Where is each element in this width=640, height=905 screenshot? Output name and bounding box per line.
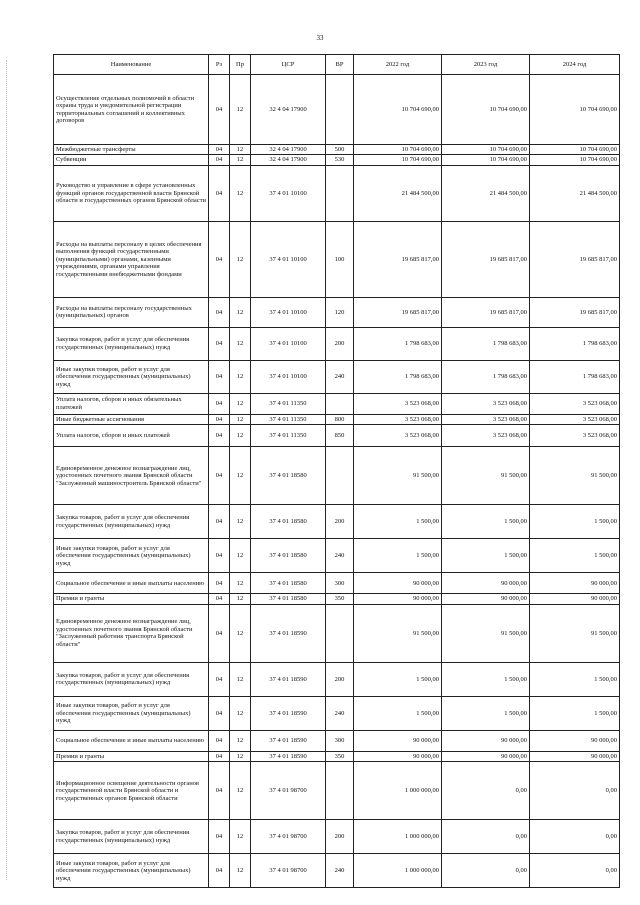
cell-name: Закупка товаров, работ и услуг для обеспечения государственных (муниципальных) нужд <box>54 327 209 360</box>
cell-pr: 12 <box>230 221 251 297</box>
cell-name: Социальное обеспечение и иные выплаты населению <box>54 730 209 751</box>
table-row <box>54 751 620 761</box>
cell-2023: 10 704 690,00 <box>442 155 530 165</box>
cell-2024: 19 685 817,00 <box>530 221 620 297</box>
cell-vr: 500 <box>326 145 354 155</box>
cell-pr: 12 <box>230 573 251 594</box>
cell-rz: 04 <box>209 221 230 297</box>
cell-2023: 3 523 068,00 <box>442 393 530 414</box>
cell-2023: 19 685 817,00 <box>442 221 530 297</box>
cell-pr: 12 <box>230 820 251 854</box>
cell-2023: 1 500,00 <box>442 539 530 573</box>
cell-name: Единовременное денежное вознаграждение лиц, удостоенных почетного звания Брянской области "Заслуженный работник транспорта Брянской области" <box>54 604 209 662</box>
cell-2024: 0,00 <box>530 762 620 820</box>
cell-csr: 37 4 01 10100 <box>251 327 326 360</box>
cell-pr: 12 <box>230 145 251 155</box>
cell-rz: 04 <box>209 165 230 221</box>
cell-2023: 1 500,00 <box>442 696 530 730</box>
cell-pr: 12 <box>230 751 251 761</box>
header-2023: 2023 год <box>442 55 530 75</box>
cell-2024: 10 704 690,00 <box>530 155 620 165</box>
cell-csr: 37 4 01 10100 <box>251 297 326 327</box>
cell-csr: 37 4 01 98700 <box>251 854 326 888</box>
header-pr: Пр <box>230 55 251 75</box>
cell-csr: 32 4 04 17900 <box>251 145 326 155</box>
cell-2023: 90 000,00 <box>442 594 530 604</box>
table-row <box>54 425 620 447</box>
cell-csr: 37 4 01 11350 <box>251 414 326 424</box>
cell-name: Расходы на выплаты персоналу государственных (муниципальных) органов <box>54 297 209 327</box>
cell-vr: 240 <box>326 539 354 573</box>
cell-pr: 12 <box>230 505 251 539</box>
header-2022: 2022 год <box>354 55 442 75</box>
cell-name: Уплата налогов, сборов и иных платежей <box>54 425 209 447</box>
cell-name: Информационное освещение деятельности органов государственной власти Брянской области и государственных органов Брянской области <box>54 762 209 820</box>
cell-pr: 12 <box>230 762 251 820</box>
table-row <box>54 155 620 165</box>
cell-csr: 37 4 01 18580 <box>251 594 326 604</box>
table-row <box>54 820 620 854</box>
table-row <box>54 393 620 414</box>
cell-name: Иные закупки товаров, работ и услуг для обеспечения государственных (муниципальных) нужд <box>54 696 209 730</box>
cell-rz: 04 <box>209 145 230 155</box>
table-row <box>54 414 620 424</box>
cell-2022: 91 500,00 <box>354 604 442 662</box>
cell-2022: 1 000 000,00 <box>354 820 442 854</box>
cell-rz: 04 <box>209 604 230 662</box>
cell-vr: 100 <box>326 221 354 297</box>
cell-csr: 37 4 01 98700 <box>251 762 326 820</box>
cell-2024: 1 500,00 <box>530 662 620 696</box>
cell-pr: 12 <box>230 414 251 424</box>
table-row <box>54 539 620 573</box>
table-row <box>54 662 620 696</box>
cell-2023: 10 704 690,00 <box>442 145 530 155</box>
cell-pr: 12 <box>230 447 251 505</box>
cell-vr: 530 <box>326 155 354 165</box>
cell-2024: 3 523 068,00 <box>530 425 620 447</box>
cell-name: Иные закупки товаров, работ и услуг для обеспечения государственных (муниципальных) нужд <box>54 854 209 888</box>
cell-csr: 37 4 01 11350 <box>251 393 326 414</box>
cell-2022: 1 500,00 <box>354 539 442 573</box>
cell-vr: 300 <box>326 573 354 594</box>
cell-rz: 04 <box>209 696 230 730</box>
budget-table <box>53 54 620 888</box>
cell-2022: 90 000,00 <box>354 573 442 594</box>
cell-2023: 21 484 500,00 <box>442 165 530 221</box>
header-vr: ВР <box>326 55 354 75</box>
cell-vr: 350 <box>326 594 354 604</box>
cell-rz: 04 <box>209 360 230 393</box>
cell-2023: 0,00 <box>442 762 530 820</box>
cell-csr: 37 4 01 18590 <box>251 662 326 696</box>
cell-2024: 90 000,00 <box>530 573 620 594</box>
page-number: 33 <box>316 34 324 42</box>
table-row <box>54 762 620 820</box>
cell-2022: 3 523 068,00 <box>354 393 442 414</box>
cell-2024: 3 523 068,00 <box>530 414 620 424</box>
cell-vr <box>326 75 354 145</box>
cell-pr: 12 <box>230 604 251 662</box>
cell-vr <box>326 447 354 505</box>
table-row <box>54 297 620 327</box>
cell-2024: 1 500,00 <box>530 505 620 539</box>
cell-name: Социальное обеспечение и иные выплаты населению <box>54 573 209 594</box>
cell-vr: 240 <box>326 854 354 888</box>
table-row <box>54 221 620 297</box>
cell-2022: 1 500,00 <box>354 696 442 730</box>
header-name: Наименование <box>54 55 209 75</box>
table-row <box>54 75 620 145</box>
cell-rz: 04 <box>209 425 230 447</box>
header-csr: ЦСР <box>251 55 326 75</box>
cell-vr <box>326 393 354 414</box>
cell-rz: 04 <box>209 820 230 854</box>
cell-name: Закупка товаров, работ и услуг для обеспечения государственных (муниципальных) нужд <box>54 662 209 696</box>
cell-vr <box>326 604 354 662</box>
cell-2022: 1 000 000,00 <box>354 854 442 888</box>
cell-2024: 0,00 <box>530 820 620 854</box>
cell-rz: 04 <box>209 447 230 505</box>
cell-2022: 10 704 690,00 <box>354 75 442 145</box>
cell-pr: 12 <box>230 297 251 327</box>
table-row <box>54 360 620 393</box>
table-header-row <box>54 55 620 75</box>
cell-2023: 1 500,00 <box>442 505 530 539</box>
cell-pr: 12 <box>230 730 251 751</box>
table-row <box>54 447 620 505</box>
cell-2023: 90 000,00 <box>442 751 530 761</box>
cell-2024: 1 500,00 <box>530 539 620 573</box>
cell-2022: 3 523 068,00 <box>354 414 442 424</box>
header-2024: 2024 год <box>530 55 620 75</box>
cell-2022: 90 000,00 <box>354 594 442 604</box>
cell-name: Осуществление отдельных полномочий в области охраны труда и уведомительной регистрации территориальных соглашений и коллективных договоров <box>54 75 209 145</box>
cell-2022: 1 500,00 <box>354 505 442 539</box>
cell-rz: 04 <box>209 594 230 604</box>
cell-name: Закупка товаров, работ и услуг для обеспечения государственных (муниципальных) нужд <box>54 820 209 854</box>
cell-vr: 350 <box>326 751 354 761</box>
cell-2022: 19 685 817,00 <box>354 221 442 297</box>
cell-2023: 0,00 <box>442 854 530 888</box>
cell-csr: 37 4 01 18590 <box>251 751 326 761</box>
cell-2023: 3 523 068,00 <box>442 425 530 447</box>
cell-rz: 04 <box>209 662 230 696</box>
table-row <box>54 604 620 662</box>
cell-vr <box>326 762 354 820</box>
cell-name: Закупка товаров, работ и услуг для обеспечения государственных (муниципальных) нужд <box>54 505 209 539</box>
cell-2022: 1 500,00 <box>354 662 442 696</box>
table-row <box>54 145 620 155</box>
cell-name: Единовременное денежное вознаграждение лиц, удостоенных почетного звания Брянской области "Заслуженный машиностроитель Брянской области" <box>54 447 209 505</box>
cell-2024: 10 704 690,00 <box>530 145 620 155</box>
cell-name: Иные бюджетные ассигнования <box>54 414 209 424</box>
cell-name: Премии и гранты <box>54 594 209 604</box>
table-row <box>54 854 620 888</box>
cell-pr: 12 <box>230 854 251 888</box>
cell-vr: 200 <box>326 662 354 696</box>
cell-2024: 1 500,00 <box>530 696 620 730</box>
cell-rz: 04 <box>209 854 230 888</box>
cell-name: Иные закупки товаров, работ и услуг для обеспечения государственных (муниципальных) нужд <box>54 360 209 393</box>
cell-csr: 37 4 01 98700 <box>251 820 326 854</box>
cell-pr: 12 <box>230 696 251 730</box>
cell-rz: 04 <box>209 730 230 751</box>
table-row <box>54 594 620 604</box>
cell-2022: 19 685 817,00 <box>354 297 442 327</box>
cell-2023: 3 523 068,00 <box>442 414 530 424</box>
cell-2024: 21 484 500,00 <box>530 165 620 221</box>
cell-pr: 12 <box>230 360 251 393</box>
cell-pr: 12 <box>230 165 251 221</box>
scan-edge <box>6 60 9 880</box>
cell-2023: 1 798 683,00 <box>442 360 530 393</box>
cell-vr: 200 <box>326 327 354 360</box>
cell-2022: 3 523 068,00 <box>354 425 442 447</box>
cell-2022: 1 798 683,00 <box>354 360 442 393</box>
cell-csr: 32 4 04 17900 <box>251 155 326 165</box>
cell-csr: 37 4 01 18580 <box>251 505 326 539</box>
cell-2022: 10 704 690,00 <box>354 145 442 155</box>
table-row <box>54 327 620 360</box>
cell-csr: 37 4 01 18590 <box>251 604 326 662</box>
cell-rz: 04 <box>209 762 230 820</box>
cell-vr: 120 <box>326 297 354 327</box>
cell-csr: 37 4 01 18590 <box>251 730 326 751</box>
cell-name: Иные закупки товаров, работ и услуг для обеспечения государственных (муниципальных) нужд <box>54 539 209 573</box>
table-row <box>54 165 620 221</box>
cell-2022: 1 798 683,00 <box>354 327 442 360</box>
cell-csr: 37 4 01 10100 <box>251 165 326 221</box>
cell-2023: 0,00 <box>442 820 530 854</box>
cell-2024: 19 685 817,00 <box>530 297 620 327</box>
cell-pr: 12 <box>230 327 251 360</box>
cell-name: Уплата налогов, сборов и иных обязательных платежей <box>54 393 209 414</box>
cell-vr: 240 <box>326 696 354 730</box>
cell-vr: 200 <box>326 505 354 539</box>
cell-2024: 3 523 068,00 <box>530 393 620 414</box>
cell-pr: 12 <box>230 539 251 573</box>
cell-rz: 04 <box>209 327 230 360</box>
table-row <box>54 573 620 594</box>
cell-name: Межбюджетные трансферты <box>54 145 209 155</box>
cell-pr: 12 <box>230 155 251 165</box>
cell-2022: 21 484 500,00 <box>354 165 442 221</box>
cell-name: Субвенции <box>54 155 209 165</box>
cell-vr <box>326 165 354 221</box>
cell-2024: 90 000,00 <box>530 730 620 751</box>
cell-vr: 240 <box>326 360 354 393</box>
cell-csr: 32 4 04 17900 <box>251 75 326 145</box>
table-row <box>54 696 620 730</box>
cell-2023: 1 500,00 <box>442 662 530 696</box>
cell-csr: 37 4 01 18580 <box>251 447 326 505</box>
cell-2024: 91 500,00 <box>530 604 620 662</box>
cell-rz: 04 <box>209 393 230 414</box>
cell-2024: 1 798 683,00 <box>530 327 620 360</box>
cell-rz: 04 <box>209 414 230 424</box>
cell-2023: 10 704 690,00 <box>442 75 530 145</box>
cell-vr: 850 <box>326 425 354 447</box>
cell-csr: 37 4 01 10100 <box>251 360 326 393</box>
cell-name: Премии и гранты <box>54 751 209 761</box>
cell-rz: 04 <box>209 155 230 165</box>
cell-2022: 90 000,00 <box>354 730 442 751</box>
cell-2024: 90 000,00 <box>530 594 620 604</box>
cell-vr: 300 <box>326 730 354 751</box>
cell-2024: 90 000,00 <box>530 751 620 761</box>
cell-2022: 1 000 000,00 <box>354 762 442 820</box>
cell-name: Руководство и управление в сфере установленных функций органов государственной власти Брянской области и государственных органов Брянской области <box>54 165 209 221</box>
cell-2024: 1 798 683,00 <box>530 360 620 393</box>
cell-2023: 91 500,00 <box>442 604 530 662</box>
cell-2022: 10 704 690,00 <box>354 155 442 165</box>
cell-csr: 37 4 01 18580 <box>251 573 326 594</box>
table-row <box>54 730 620 751</box>
cell-2024: 10 704 690,00 <box>530 75 620 145</box>
cell-pr: 12 <box>230 393 251 414</box>
cell-csr: 37 4 01 11350 <box>251 425 326 447</box>
cell-2024: 91 500,00 <box>530 447 620 505</box>
cell-rz: 04 <box>209 539 230 573</box>
cell-2023: 90 000,00 <box>442 730 530 751</box>
cell-2023: 1 798 683,00 <box>442 327 530 360</box>
header-rz: Рз <box>209 55 230 75</box>
cell-vr: 200 <box>326 820 354 854</box>
cell-csr: 37 4 01 18590 <box>251 696 326 730</box>
cell-pr: 12 <box>230 662 251 696</box>
cell-rz: 04 <box>209 751 230 761</box>
cell-csr: 37 4 01 18580 <box>251 539 326 573</box>
cell-vr: 800 <box>326 414 354 424</box>
cell-2023: 90 000,00 <box>442 573 530 594</box>
cell-pr: 12 <box>230 75 251 145</box>
cell-2022: 90 000,00 <box>354 751 442 761</box>
cell-pr: 12 <box>230 594 251 604</box>
cell-rz: 04 <box>209 297 230 327</box>
cell-2023: 19 685 817,00 <box>442 297 530 327</box>
cell-rz: 04 <box>209 573 230 594</box>
cell-pr: 12 <box>230 425 251 447</box>
cell-2024: 0,00 <box>530 854 620 888</box>
cell-csr: 37 4 01 10100 <box>251 221 326 297</box>
table-row <box>54 505 620 539</box>
cell-2022: 91 500,00 <box>354 447 442 505</box>
cell-rz: 04 <box>209 75 230 145</box>
cell-rz: 04 <box>209 505 230 539</box>
cell-name: Расходы на выплаты персоналу в целях обеспечения выполнения функций государственными (муниципальными) органами, казенными учреждениями, органами управления государственными внебюджетными фондами <box>54 221 209 297</box>
cell-2023: 91 500,00 <box>442 447 530 505</box>
